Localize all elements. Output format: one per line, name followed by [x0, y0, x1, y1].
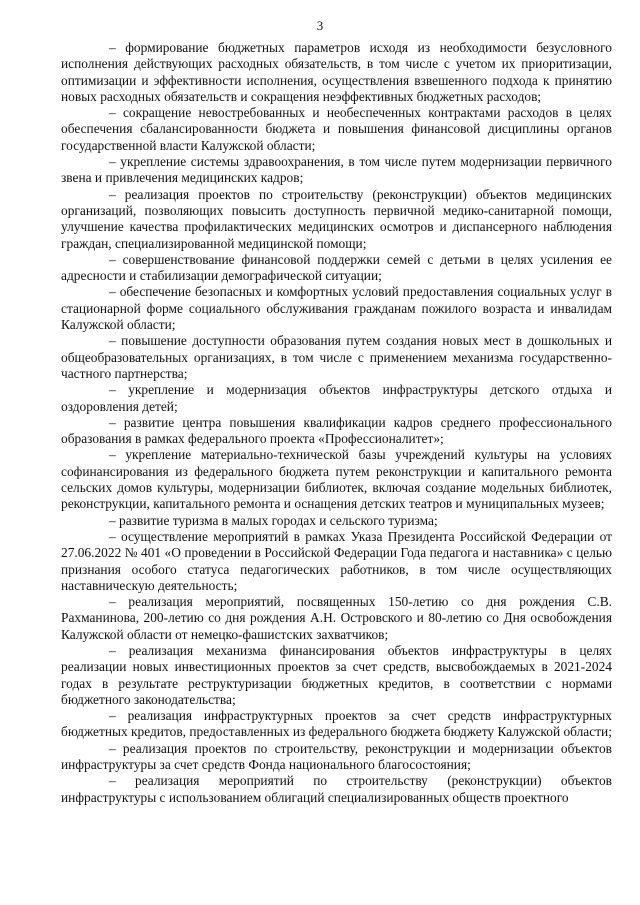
paragraph-medical-construction: – реализация проектов по строительству (реконструкции) объектов медицинских организаций, позволяющих повысить доступность первичной медико-санитарной помощи, улучшение качества профилактических медицинских осмотров и диспансерного наблюдения граждан, специализированной медицинской помощи;	[61, 186, 612, 251]
document-body	[61, 40, 612, 806]
paragraph-education-access: – повышение доступности образования путем создания новых мест в дошкольных и общеобразовательных организациях, в том числе с применением механизма государственно-частного партнерства;	[61, 333, 612, 381]
paragraph-bonds: – реализация мероприятий по строительству (реконструкции) объектов инфраструктуры с использованием облигаций специализированных обществ проектного	[61, 773, 612, 805]
paragraph-budget-parameters: – формирование бюджетных параметров исходя из необходимости безусловного исполнения действующих расходных обязательств, в том числе с учетом их приоритизации, оптимизации и эффективности исполнения, осуществления взвешенного подхода к принятию новых расходных обязательств и сокращения неэффективных бюджетных расходов;	[61, 40, 612, 104]
paragraph-professionalitet: – развитие центра повышения квалификации кадров среднего профессионального образования в рамках федерального проекта «Профессионалитет»;	[61, 414, 612, 447]
paragraph-family-support: – совершенствование финансовой поддержки семей с детьми в целях усиления ее адресности и стабилизации демографической ситуации;	[61, 251, 612, 284]
paragraph-reduce-expenses: – сокращение невостребованных и необеспеченных контрактами расходов в целях обеспечения сбалансированности бюджета и повышения финансовой дисциплины органов государственной власти Калужской области;	[61, 105, 612, 153]
paragraph-national-welfare-fund: – реализация проектов по строительству, реконструкции и модернизации объектов инфраструктуры за счет средств Фонда национального благосостояния;	[61, 740, 612, 773]
paragraph-healthcare: – укрепление системы здравоохранения, в том числе путем модернизации первичного звена и привлечения медицинских кадров;	[61, 154, 612, 186]
paragraph-anniversaries: – реализация мероприятий, посвященных 150-летию со дня рождения С.В. Рахманинова, 200-летию со дня рождения А.Н. Островского и 80-летию со Дня освобождения Калужской области от немецко-фашистских захватчиков;	[61, 594, 612, 642]
paragraph-children-recreation: – укрепление и модернизация объектов инфраструктуры детского отдыха и оздоровления детей;	[61, 382, 612, 414]
paragraph-infrastructure-credits: – реализация инфраструктурных проектов за счет средств инфраструктурных бюджетных кредитов, предоставленных из федерального бюджета бюджету Калужской области;	[61, 708, 612, 740]
paragraph-culture: – укрепление материально-технической базы учреждений культуры на условиях софинансирования из федерального бюджета путем реконструкции и капитального ремонта сельских домов культуры, модернизации библиотек, включая создание модельных библиотек, реконструкции, капитального ремонта и оснащения детских театров и муниципальных музеев;	[61, 447, 612, 512]
paragraph-tourism: – развитие туризма в малых городах и сельского туризма;	[109, 512, 438, 528]
page-number: 3	[316, 18, 324, 33]
paragraph-teacher-year: – осуществление мероприятий в рамках Указа Президента Российской Федерации от 27.06.2022 № 401 «О проведении в Российской Федерации Года педагога и наставника» с целью признания особого статуса педагогических работников, в том числе осуществляющих наставническую деятельность;	[61, 528, 612, 593]
paragraph-investment-projects: – реализация механизма финансирования объектов инфраструктуры в целях реализации новых инвестиционных проектов за счет средств, высвобождаемых в 2021-2024 годах в результате реструктуризации бюджетных кредитов, в соответствии с нормами бюджетного законодательства;	[61, 642, 612, 707]
paragraph-social-services: – обеспечение безопасных и комфортных условий предоставления социальных услуг в стационарной форме социального обслуживания гражданам пожилого возраста и инвалидам Калужской области;	[61, 284, 612, 333]
